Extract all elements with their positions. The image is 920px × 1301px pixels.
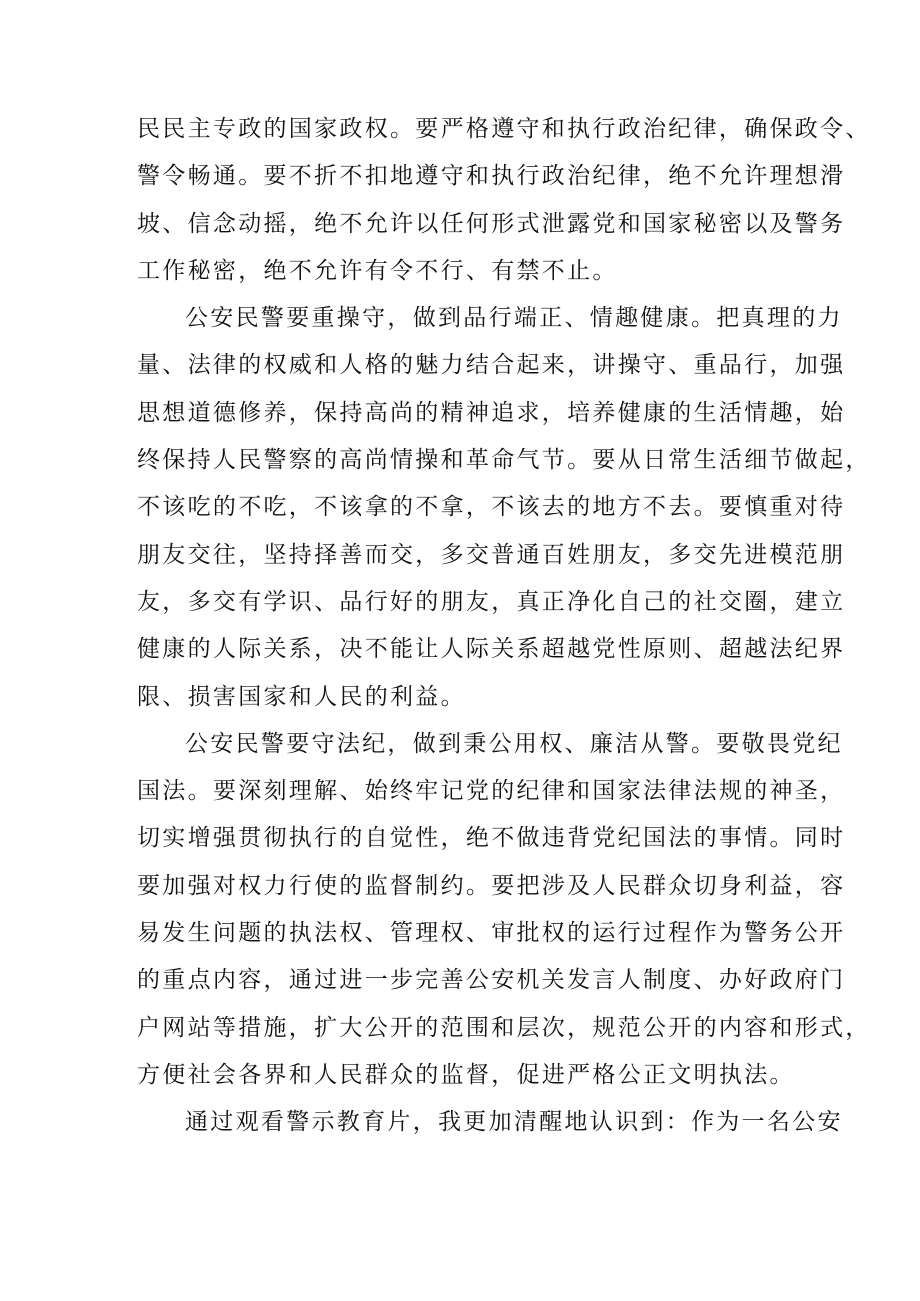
document-body xyxy=(137,106,871,1147)
paragraph-line: 民民主专政的国家政权。要严格遵守和执行政治纪律，确保政令、 xyxy=(137,116,871,142)
paragraph-line: 方便社会各界和人民群众的监督，促进严格公正文明执法。 xyxy=(137,1061,795,1088)
paragraph-line: 警令畅通。要不折不扣地遵守和执行政治纪律，绝不允许理想滑 xyxy=(137,163,846,190)
paragraph-line: 终保持人民警察的高尚情操和革命气节。要从日常生活细节做起， xyxy=(137,447,871,474)
paragraph-line: 量、法律的权威和人格的魅力结合起来，讲操守、重品行，加强 xyxy=(137,352,846,379)
paragraph-line: 健康的人际关系，决不能让人际关系超越党性原则、超越法纪界 xyxy=(137,636,846,663)
paragraph-line: 公安民警要重操守，做到品行端正、情趣健康。把真理的力 xyxy=(185,305,843,332)
paragraph-2 xyxy=(137,295,871,721)
paragraph-line: 国法。要深刻理解、始终牢记党的纪律和国家法律法规的神圣， xyxy=(137,778,846,805)
paragraph-1 xyxy=(137,106,871,295)
paragraph-line: 公安民警要守法纪，做到秉公用权、廉洁从警。要敬畏党纪 xyxy=(185,730,843,757)
paragraph-4 xyxy=(137,1099,843,1146)
paragraph-line: 坡、信念动摇，绝不允许以任何形式泄露党和国家秘密以及警务 xyxy=(137,210,846,237)
paragraph-3 xyxy=(137,721,871,1099)
paragraph-line: 切实增强贯彻执行的自觉性，绝不做违背党纪国法的事情。同时 xyxy=(137,825,846,852)
paragraph-line: 通过观看警示教育片，我更加清醒地认识到：作为一名公安 xyxy=(185,1109,843,1136)
paragraph-line: 不该吃的不吃，不该拿的不拿，不该去的地方不去。要慎重对待 xyxy=(137,494,846,521)
paragraph-line: 易发生问题的执法权、管理权、审批权的运行过程作为警务公开 xyxy=(137,920,846,947)
paragraph-line: 限、损害国家和人民的利益。 xyxy=(137,683,466,710)
paragraph-line: 要加强对权力行使的监督制约。要把涉及人民群众切身利益，容 xyxy=(137,872,846,899)
paragraph-line: 友，多交有学识、品行好的朋友，真正净化自己的社交圈，建立 xyxy=(137,588,846,615)
paragraph-line: 的重点内容，通过进一步完善公安机关发言人制度、办好政府门 xyxy=(137,967,846,994)
paragraph-line: 朋友交往，坚持择善而交，多交普通百姓朋友，多交先进模范朋 xyxy=(137,541,846,568)
paragraph-line: 思想道德修养，保持高尚的精神追求，培养健康的生活情趣，始 xyxy=(137,399,846,426)
paragraph-line: 户网站等措施，扩大公开的范围和层次，规范公开的内容和形式， xyxy=(137,1014,871,1041)
paragraph-line: 工作秘密，绝不允许有令不行、有禁不止。 xyxy=(137,257,618,284)
